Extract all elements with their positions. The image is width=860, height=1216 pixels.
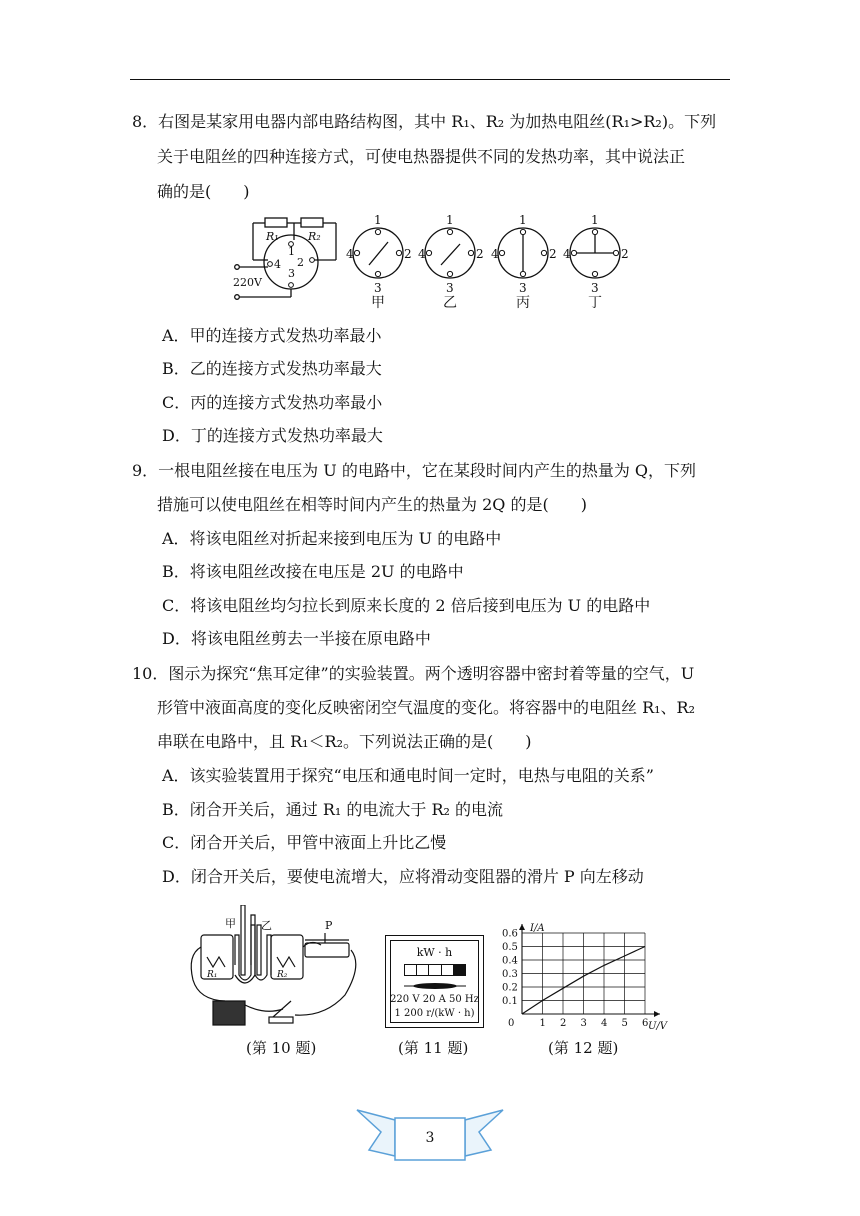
- q8-bing-pin1: 1: [519, 213, 527, 227]
- q9-option-b: B．将该电阻丝改接在电压是 2U 的电路中: [162, 562, 464, 581]
- y-tick-label: 0.3: [502, 969, 518, 980]
- q8-stem-line3: 确的是( ): [157, 182, 250, 201]
- q8-jia-pin3: 3: [374, 281, 382, 295]
- q8-option-c: C．丙的连接方式发热功率最小: [162, 393, 383, 412]
- y-tick-label: 0.2: [502, 982, 518, 994]
- q8-circuit-figure: [228, 210, 648, 310]
- x-tick-label: 5: [621, 1018, 628, 1029]
- q8-label-ding: 丁: [588, 295, 602, 310]
- meter-unit-label: kW · h: [416, 946, 453, 959]
- caption-q10: (第 10 题): [246, 1039, 317, 1057]
- q10-option-a: A．该实验装置用于探究“电压和通电时间一定时，电热与电阻的关系”: [162, 766, 654, 785]
- q8-stem-line2: 关于电阻丝的四种连接方式，可使电热器提供不同的发热功率，其中说法正: [157, 147, 686, 166]
- q8-ding-pin3: 3: [591, 281, 599, 295]
- y-tick-label: 0.4: [502, 955, 518, 967]
- q10-slider-p-label: P: [325, 919, 333, 932]
- q8-yi-pin4: 4: [418, 247, 426, 261]
- q8-label-jia: 甲: [371, 295, 385, 310]
- q10-r1-label: R₁: [207, 970, 218, 980]
- q8-option-a: A．甲的连接方式发热功率最小: [162, 326, 382, 345]
- y-tick-label: 0.6: [502, 928, 518, 940]
- q10-stem-line2: 形管中液面高度的变化反映密闭空气温度的变化。将容器中的电阻丝 R₁、R₂: [157, 698, 696, 717]
- q8-ding-pin1: 1: [591, 213, 599, 227]
- q8-socket-pin4: 4: [274, 258, 281, 271]
- page-number: 3: [425, 1130, 435, 1146]
- q10-apparatus-figure: [185, 905, 365, 1030]
- q10-yi-label: 乙: [261, 919, 272, 932]
- q8-bing-pin2: 2: [549, 247, 557, 261]
- q9-stem-line2: 措施可以使电阻丝在相等时间内产生的热量为 2Q 的是( ): [157, 495, 587, 514]
- graph-x-axis-label: U/V: [648, 1021, 668, 1030]
- q8-ding-pin2: 2: [621, 247, 629, 261]
- y-tick-label: 0.1: [502, 996, 518, 1007]
- q8-socket-pin1: 1: [288, 245, 295, 258]
- q9-option-c: C．将该电阻丝均匀拉长到原来长度的 2 倍后接到电压为 U 的电路中: [162, 596, 651, 615]
- q8-jia-pin1: 1: [374, 213, 382, 227]
- x-axis-arrow-icon: [654, 1011, 660, 1017]
- q8-bing-pin4: 4: [491, 247, 499, 261]
- q10-option-b: B．闭合开关后，通过 R₁ 的电流大于 R₂ 的电流: [162, 800, 504, 819]
- graph-y-axis-label: I/A: [530, 923, 545, 934]
- q8-socket-pin3: 3: [288, 267, 295, 280]
- q9-option-d: D．将该电阻丝剪去一半接在原电路中: [162, 629, 431, 648]
- q8-jia-pin2: 2: [404, 247, 412, 261]
- q8-r1-label: R₁: [266, 230, 279, 243]
- q10-jia-label: 甲: [225, 917, 236, 930]
- q8-yi-pin2: 2: [476, 247, 484, 261]
- q8-stem-line1: 8．右图是某家用电器内部电路结构图，其中 R₁、R₂ 为加热电阻丝(R₁>R₂)。下列: [132, 112, 717, 131]
- x-tick-label: 3: [580, 1018, 587, 1029]
- q11-energy-meter: [385, 935, 484, 1028]
- q10-stem-line1: 10．图示为探究“焦耳定律”的实验装置。两个透明容器中密封着等量的空气，U: [132, 664, 695, 683]
- q8-label-yi: 乙: [443, 295, 457, 310]
- q8-yi-pin3: 3: [446, 281, 454, 295]
- q8-yi-pin1: 1: [446, 213, 454, 227]
- caption-q12: (第 12 题): [548, 1039, 619, 1057]
- header-rule: [130, 79, 730, 80]
- x-tick-label: 6: [642, 1018, 649, 1029]
- y-tick-label: 0.5: [502, 942, 518, 953]
- meter-digit-window: [404, 964, 466, 976]
- caption-q11: (第 11 题): [398, 1039, 469, 1057]
- x-tick-label: 4: [601, 1018, 608, 1029]
- q10-r2-label: R₂: [277, 970, 288, 980]
- q9-stem-line1: 9．一根电阻丝接在电压为 U 的电路中，它在某段时间内产生的热量为 Q，下列: [132, 461, 697, 480]
- q8-option-d: D．丁的连接方式发热功率最大: [162, 426, 383, 445]
- q8-socket-pin2: 2: [297, 256, 304, 269]
- q10-option-c: C．闭合开关后，甲管中液面上升比乙慢: [162, 833, 447, 852]
- q8-voltage-label: 220V: [233, 276, 262, 289]
- q10-stem-line3: 串联在电路中，且 R₁＜R₂。下列说法正确的是( ): [157, 732, 532, 751]
- x-tick-label: 2: [560, 1018, 567, 1029]
- q8-r2-label: R₂: [308, 230, 321, 243]
- q8-option-b: B．乙的连接方式发热功率最大: [162, 359, 382, 378]
- q8-bing-pin3: 3: [519, 281, 527, 295]
- meter-revolution-text: 1 200 r/(kW · h): [394, 1008, 475, 1019]
- q9-option-a: A．将该电阻丝对折起来接到电压为 U 的电路中: [162, 529, 502, 548]
- q10-option-d: D．闭合开关后，要使电流增大，应将滑动变阻器的滑片 P 向左移动: [162, 867, 644, 886]
- q8-label-bing: 丙: [516, 295, 530, 310]
- meter-rating-text: 220 V 20 A 50 Hz: [390, 994, 479, 1005]
- graph-origin-label: 0: [508, 1018, 515, 1029]
- y-axis-arrow-icon: [519, 924, 525, 930]
- q8-jia-pin4: 4: [346, 247, 354, 261]
- meter-rotor-icon: [402, 980, 468, 992]
- q8-ding-pin4: 4: [563, 247, 571, 261]
- x-tick-label: 1: [539, 1018, 546, 1029]
- q12-iu-graph: [500, 918, 675, 1030]
